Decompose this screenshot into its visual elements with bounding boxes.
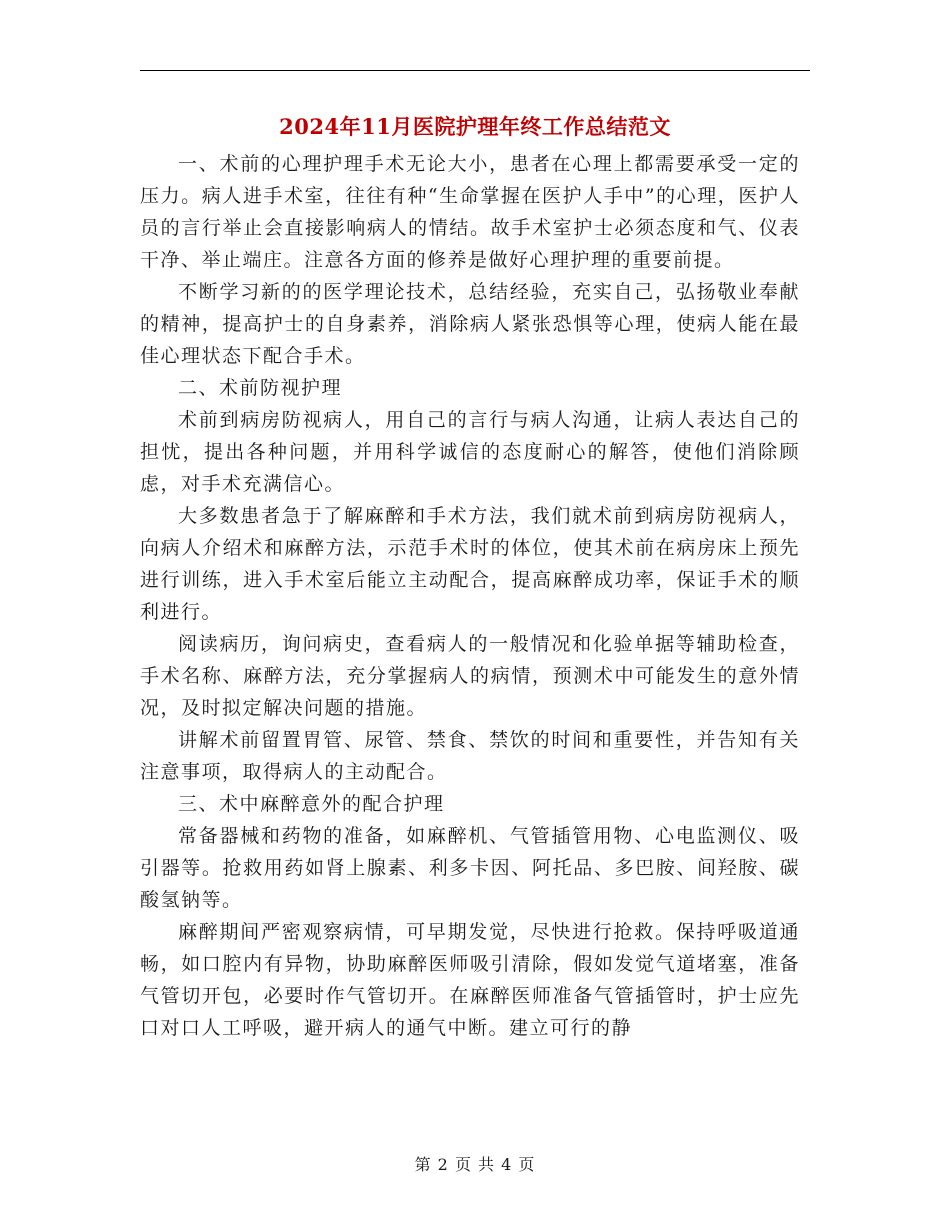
section-heading: 三、术中麻醉意外的配合护理 bbox=[178, 793, 445, 815]
paragraph: 术前到病房防视病人，用自己的言行与病人沟通，让病人表达自己的担忧，提出各种问题，并用科学诚信的态度耐心的解答，使他们消除顾虑，对手术充满信心。 bbox=[140, 409, 800, 495]
paragraph: 阅读病历，询问病史，查看病人的一般情况和化验单据等辅助检查，手术名称、麻醉方法，充分掌握病人的病情，预测术中可能发生的意外情况，及时拟定解决问题的措施。 bbox=[140, 633, 800, 719]
paragraph: 大多数患者急于了解麻醉和手术方法，我们就术前到病房防视病人，向病人介绍术和麻醉方法，示范手术时的体位，使其术前在病房床上预先进行训练，进入手术室后能立主动配合，提高麻醉成功率，保证手术的顺利进行。 bbox=[140, 505, 800, 623]
paragraph: 不断学习新的的医学理论技术，总结经验，充实自己，弘扬敬业奉献的精神，提高护士的自身素养，消除病人紧张恐惧等心理，使病人能在最佳心理状态下配合手术。 bbox=[140, 281, 800, 367]
paragraph: 常备器械和药物的准备，如麻醉机、气管插管用物、心电监测仪、吸引器等。抢救用药如肾上腺素、利多卡因、阿托品、多巴胺、间羟胺、碳酸氢钠等。 bbox=[140, 825, 800, 911]
paragraph: 讲解术前留置胃管、尿管、禁食、禁饮的时间和重要性，并告知有关注意事项，取得病人的主动配合。 bbox=[140, 729, 800, 783]
header-rule bbox=[140, 70, 810, 71]
paragraph: 一、术前的心理护理手术无论大小，患者在心理上都需要承受一定的压力。病人进手术室，往往有种“生命掌握在医护人手中”的心理，医护人员的言行举止会直接影响病人的情结。故手术室护士必须态度和气、仪表干净、举止端庄。注意各方面的修养是做好心理护理的重要前提。 bbox=[140, 153, 800, 271]
document-title: 2024年11月医院护理年终工作总结范文 bbox=[279, 114, 671, 139]
section-heading: 二、术前防视护理 bbox=[178, 377, 343, 399]
document-body bbox=[140, 148, 800, 1044]
page-number: 第 2 页 共 4 页 bbox=[414, 1155, 536, 1174]
paragraph: 麻醉期间严密观察病情，可早期发觉，尽快进行抢救。保持呼吸道通畅，如口腔内有异物，协助麻醉医师吸引清除，假如发觉气道堵塞，准备气管切开包，必要时作气管切开。在麻醉医师准备气管插管时，护士应先口对口人工呼吸，避开病人的通气中断。建立可行的静 bbox=[140, 921, 800, 1039]
